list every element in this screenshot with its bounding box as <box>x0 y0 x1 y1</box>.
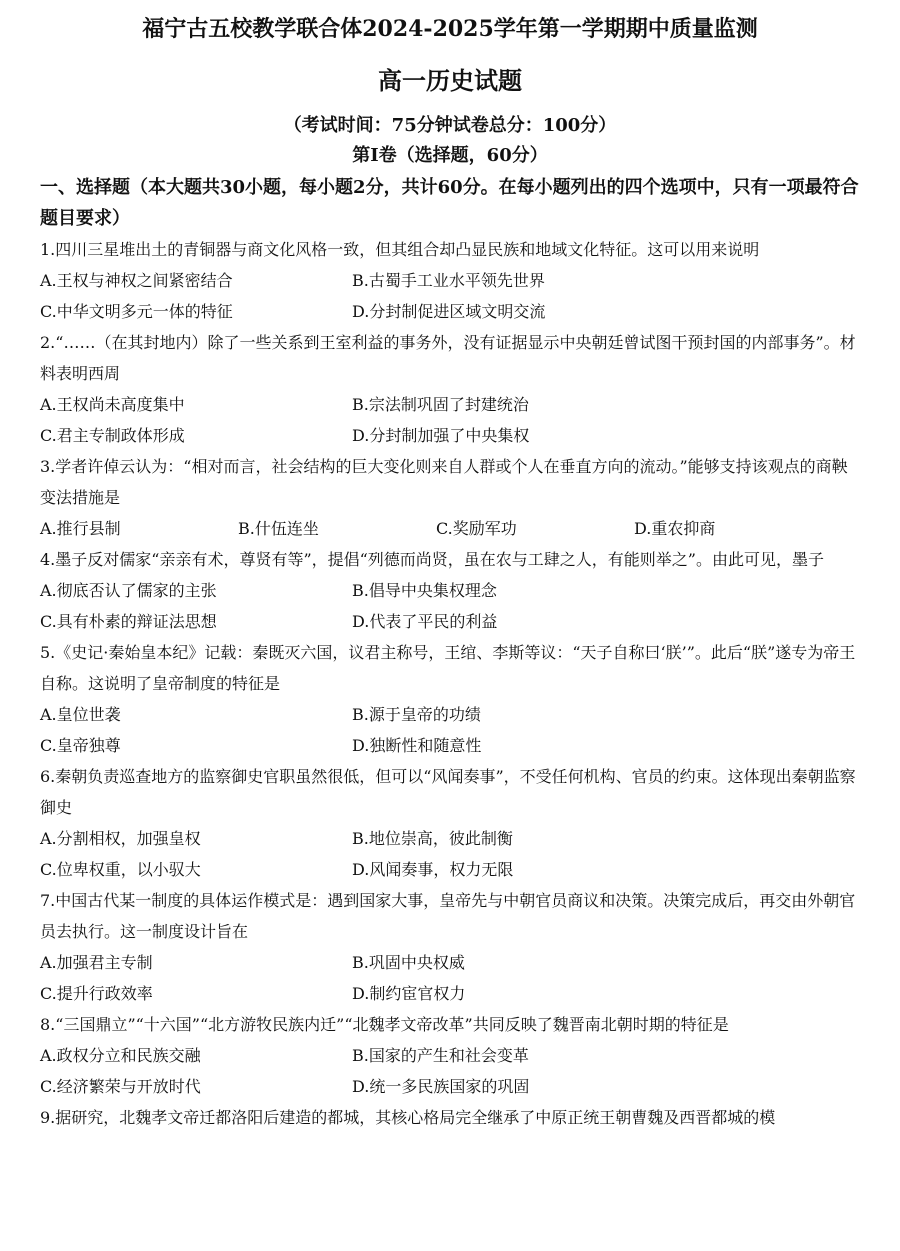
option-group <box>40 1040 860 1102</box>
option-a: A.政权分立和民族交融 <box>40 1046 201 1065</box>
question-5 <box>40 637 860 761</box>
option-d: D.重农抑商 <box>634 519 716 538</box>
option-a: A.王权尚未高度集中 <box>40 395 185 414</box>
option-group <box>40 389 860 451</box>
question-9 <box>40 1102 860 1133</box>
option-b: B.宗法制巩固了封建统治 <box>352 395 529 414</box>
question-stem: 5.《史记·秦始皇本纪》记载：秦既灭六国，议君主称号，王绾、李斯等议：“天子自称曰‘朕’”。此后“朕”遂专为帝王自称。这说明了皇帝制度的特征是 <box>40 643 856 693</box>
question-3 <box>40 451 860 544</box>
option-group <box>40 265 860 327</box>
option-c: C.经济繁荣与开放时代 <box>40 1077 201 1096</box>
option-group <box>40 699 860 761</box>
part-heading: 第Ⅰ卷（选择题，60分） <box>352 145 548 166</box>
option-b: B.国家的产生和社会变革 <box>352 1046 529 1065</box>
option-d: D.独断性和随意性 <box>352 736 482 755</box>
option-c: C.提升行政效率 <box>40 984 153 1003</box>
exam-info: （考试时间：75分钟试卷总分：100分） <box>283 115 617 136</box>
option-b: B.地位崇高，彼此制衡 <box>352 829 513 848</box>
question-8 <box>40 1009 860 1102</box>
section-heading: 一、选择题（本大题共30小题，每小题2分，共计60分。在每小题列出的四个选项中，只有一项最符合题目要求） <box>40 177 859 229</box>
option-d: D.统一多民族国家的巩固 <box>352 1077 530 1096</box>
option-c: C.具有朴素的辩证法思想 <box>40 612 217 631</box>
question-2 <box>40 327 860 451</box>
option-b: B.什伍连坐 <box>238 519 319 538</box>
option-d: D.分封制加强了中央集权 <box>352 426 530 445</box>
option-group <box>40 513 860 544</box>
question-stem: 1.四川三星堆出土的青铜器与商文化风格一致，但其组合却凸显民族和地域文化特征。这可以用来说明 <box>40 240 760 259</box>
option-d: D.分封制促进区域文明交流 <box>352 302 546 321</box>
question-stem: 6.秦朝负责巡查地方的监察御史官职虽然很低，但可以“风闻奏事”，不受任何机构、官员的约束。这体现出秦朝监察御史 <box>40 767 856 817</box>
option-a: A.皇位世袭 <box>40 705 121 724</box>
option-a: A.加强君主专制 <box>40 953 153 972</box>
option-d: D.代表了平民的利益 <box>352 612 498 631</box>
option-group <box>40 823 860 885</box>
question-stem: 8.“三国鼎立”“十六国”“北方游牧民族内迁”“北魏孝文帝改革”共同反映了魏晋南北朝时期的特征是 <box>40 1015 729 1034</box>
option-b: B.古蜀手工业水平领先世界 <box>352 271 545 290</box>
question-stem: 7.中国古代某一制度的具体运作模式是：遇到国家大事，皇帝先与中朝官员商议和决策。决策完成后，再交由外朝官员去执行。这一制度设计旨在 <box>40 891 856 941</box>
option-c: C.皇帝独尊 <box>40 736 121 755</box>
question-6 <box>40 761 860 885</box>
option-c: C.奖励军功 <box>436 519 517 538</box>
option-a: A.王权与神权之间紧密结合 <box>40 271 233 290</box>
option-c: C.君主专制政体形成 <box>40 426 185 445</box>
question-7 <box>40 885 860 1009</box>
exam-subtitle: 高一历史试题 <box>378 66 522 95</box>
option-d: D.制约宦官权力 <box>352 984 466 1003</box>
option-c: C.中华文明多元一体的特征 <box>40 302 233 321</box>
question-stem: 9.据研究，北魏孝文帝迁都洛阳后建造的都城，其核心格局完全继承了中原正统王朝曹魏及西晋都城的模 <box>40 1108 776 1127</box>
question-stem: 2.“……（在其封地内）除了一些关系到王室利益的事务外，没有证据显示中央朝廷曾试图干预封国的内部事务”。材料表明西周 <box>40 333 856 383</box>
question-1 <box>40 234 860 327</box>
option-group <box>40 575 860 637</box>
question-list <box>40 234 860 1133</box>
question-stem: 3.学者许倬云认为：“相对而言，社会结构的巨大变化则来自人群或个人在垂直方向的流动。”能够支持该观点的商鞅变法措施是 <box>40 457 848 507</box>
question-4 <box>40 544 860 637</box>
option-b: B.巩固中央权威 <box>352 953 465 972</box>
option-b: B.源于皇帝的功绩 <box>352 705 481 724</box>
option-b: B.倡导中央集权理念 <box>352 581 497 600</box>
question-stem: 4.墨子反对儒家“亲亲有术，尊贤有等”，提倡“列德而尚贤，虽在农与工肆之人，有能则举之”。由此可见，墨子 <box>40 550 824 569</box>
option-a: A.分割相权，加强皇权 <box>40 829 201 848</box>
option-group <box>40 947 860 1009</box>
option-a: A.推行县制 <box>40 519 121 538</box>
option-a: A.彻底否认了儒家的主张 <box>40 581 217 600</box>
option-c: C.位卑权重，以小驭大 <box>40 860 201 879</box>
exam-title: 福宁古五校教学联合体2024-2025学年第一学期期中质量监测 <box>142 16 758 42</box>
option-d: D.风闻奏事，权力无限 <box>352 860 514 879</box>
